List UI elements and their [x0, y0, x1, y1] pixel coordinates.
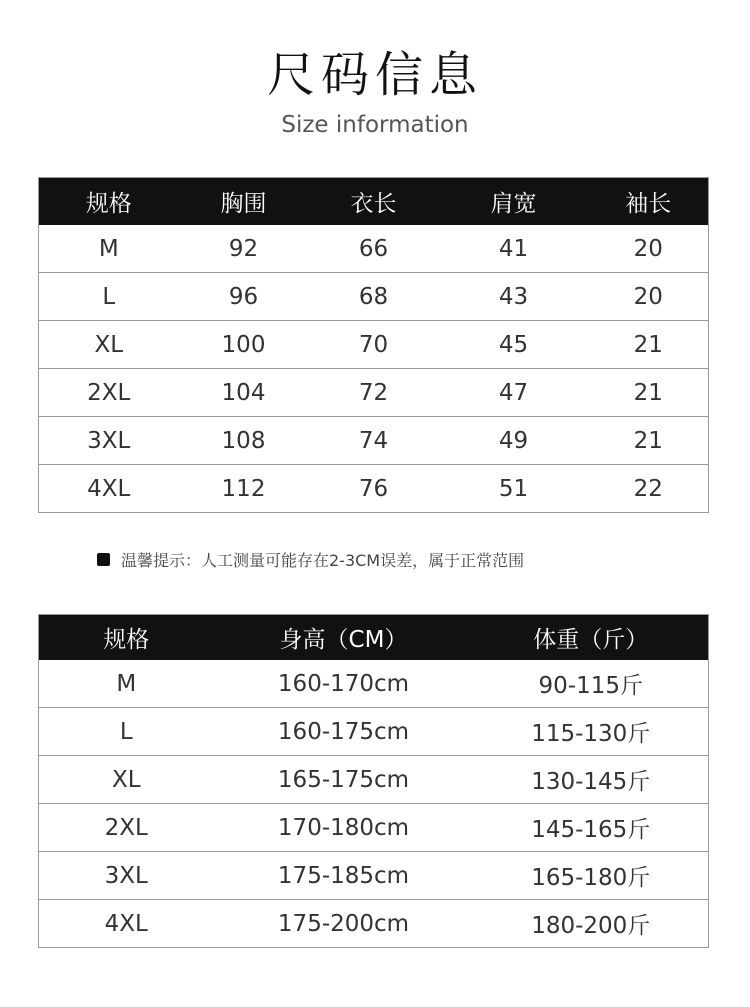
table-cell: 41: [439, 225, 589, 273]
size-col-spec: 规格: [39, 178, 179, 226]
page-title: 尺码信息: [266, 47, 483, 103]
fit-table-header-row: [39, 615, 709, 661]
measurement-note-text: 温馨提示：人工测量可能存在2-3CM误差，属于正常范围: [121, 551, 525, 570]
table-cell: 112: [179, 465, 309, 513]
table-cell: 104: [179, 369, 309, 417]
size-col-chest: 胸围: [179, 178, 309, 226]
table-cell: 21: [589, 417, 709, 465]
table-row: [39, 321, 709, 369]
fit-col-spec: 规格: [39, 615, 214, 661]
table-row: [39, 708, 709, 756]
fit-table: [38, 614, 709, 948]
size-col-length: 衣长: [309, 178, 439, 226]
table-cell: M: [39, 225, 179, 273]
table-cell: 92: [179, 225, 309, 273]
table-cell: 70: [309, 321, 439, 369]
table-cell: 74: [309, 417, 439, 465]
table-cell: 165-175cm: [214, 756, 474, 804]
table-cell: 145-165斤: [474, 804, 709, 852]
table-cell: 21: [589, 369, 709, 417]
fit-col-weight: 体重（斤）: [474, 615, 709, 661]
table-cell: 130-145斤: [474, 756, 709, 804]
table-cell: 66: [309, 225, 439, 273]
table-cell: 160-170cm: [214, 660, 474, 708]
table-row: [39, 660, 709, 708]
table-row: [39, 804, 709, 852]
table-cell: 108: [179, 417, 309, 465]
table-cell: 2XL: [39, 804, 214, 852]
table-row: [39, 900, 709, 948]
table-cell: 115-130斤: [474, 708, 709, 756]
table-cell: 2XL: [39, 369, 179, 417]
size-col-shoulder: 肩宽: [439, 178, 589, 226]
table-row: [39, 417, 709, 465]
table-cell: 160-175cm: [214, 708, 474, 756]
table-cell: 20: [589, 225, 709, 273]
table-cell: 4XL: [39, 465, 179, 513]
table-cell: 72: [309, 369, 439, 417]
table-cell: 22: [589, 465, 709, 513]
size-col-sleeve: 袖长: [589, 178, 709, 226]
table-cell: 51: [439, 465, 589, 513]
table-row: [39, 225, 709, 273]
table-cell: 21: [589, 321, 709, 369]
table-row: [39, 369, 709, 417]
table-cell: 3XL: [39, 852, 214, 900]
table-cell: 180-200斤: [474, 900, 709, 948]
fit-col-height: 身高（CM）: [214, 615, 474, 661]
table-cell: L: [39, 708, 214, 756]
table-cell: 45: [439, 321, 589, 369]
table-cell: 96: [179, 273, 309, 321]
page-subtitle: Size information: [281, 112, 469, 138]
table-cell: 4XL: [39, 900, 214, 948]
table-cell: 90-115斤: [474, 660, 709, 708]
size-table: [38, 177, 709, 513]
table-row: [39, 465, 709, 513]
table-cell: 3XL: [39, 417, 179, 465]
table-cell: 175-200cm: [214, 900, 474, 948]
measurement-note: [97, 548, 524, 571]
table-row: [39, 273, 709, 321]
size-table-header-row: [39, 178, 709, 226]
table-cell: 175-185cm: [214, 852, 474, 900]
table-row: [39, 852, 709, 900]
table-cell: 20: [589, 273, 709, 321]
table-cell: 165-180斤: [474, 852, 709, 900]
table-cell: 170-180cm: [214, 804, 474, 852]
table-cell: XL: [39, 321, 179, 369]
bullet-square-icon: [97, 553, 110, 566]
table-cell: L: [39, 273, 179, 321]
table-cell: 49: [439, 417, 589, 465]
table-cell: 100: [179, 321, 309, 369]
table-cell: 43: [439, 273, 589, 321]
table-row: [39, 756, 709, 804]
table-cell: XL: [39, 756, 214, 804]
table-cell: M: [39, 660, 214, 708]
table-cell: 47: [439, 369, 589, 417]
table-cell: 76: [309, 465, 439, 513]
table-cell: 68: [309, 273, 439, 321]
